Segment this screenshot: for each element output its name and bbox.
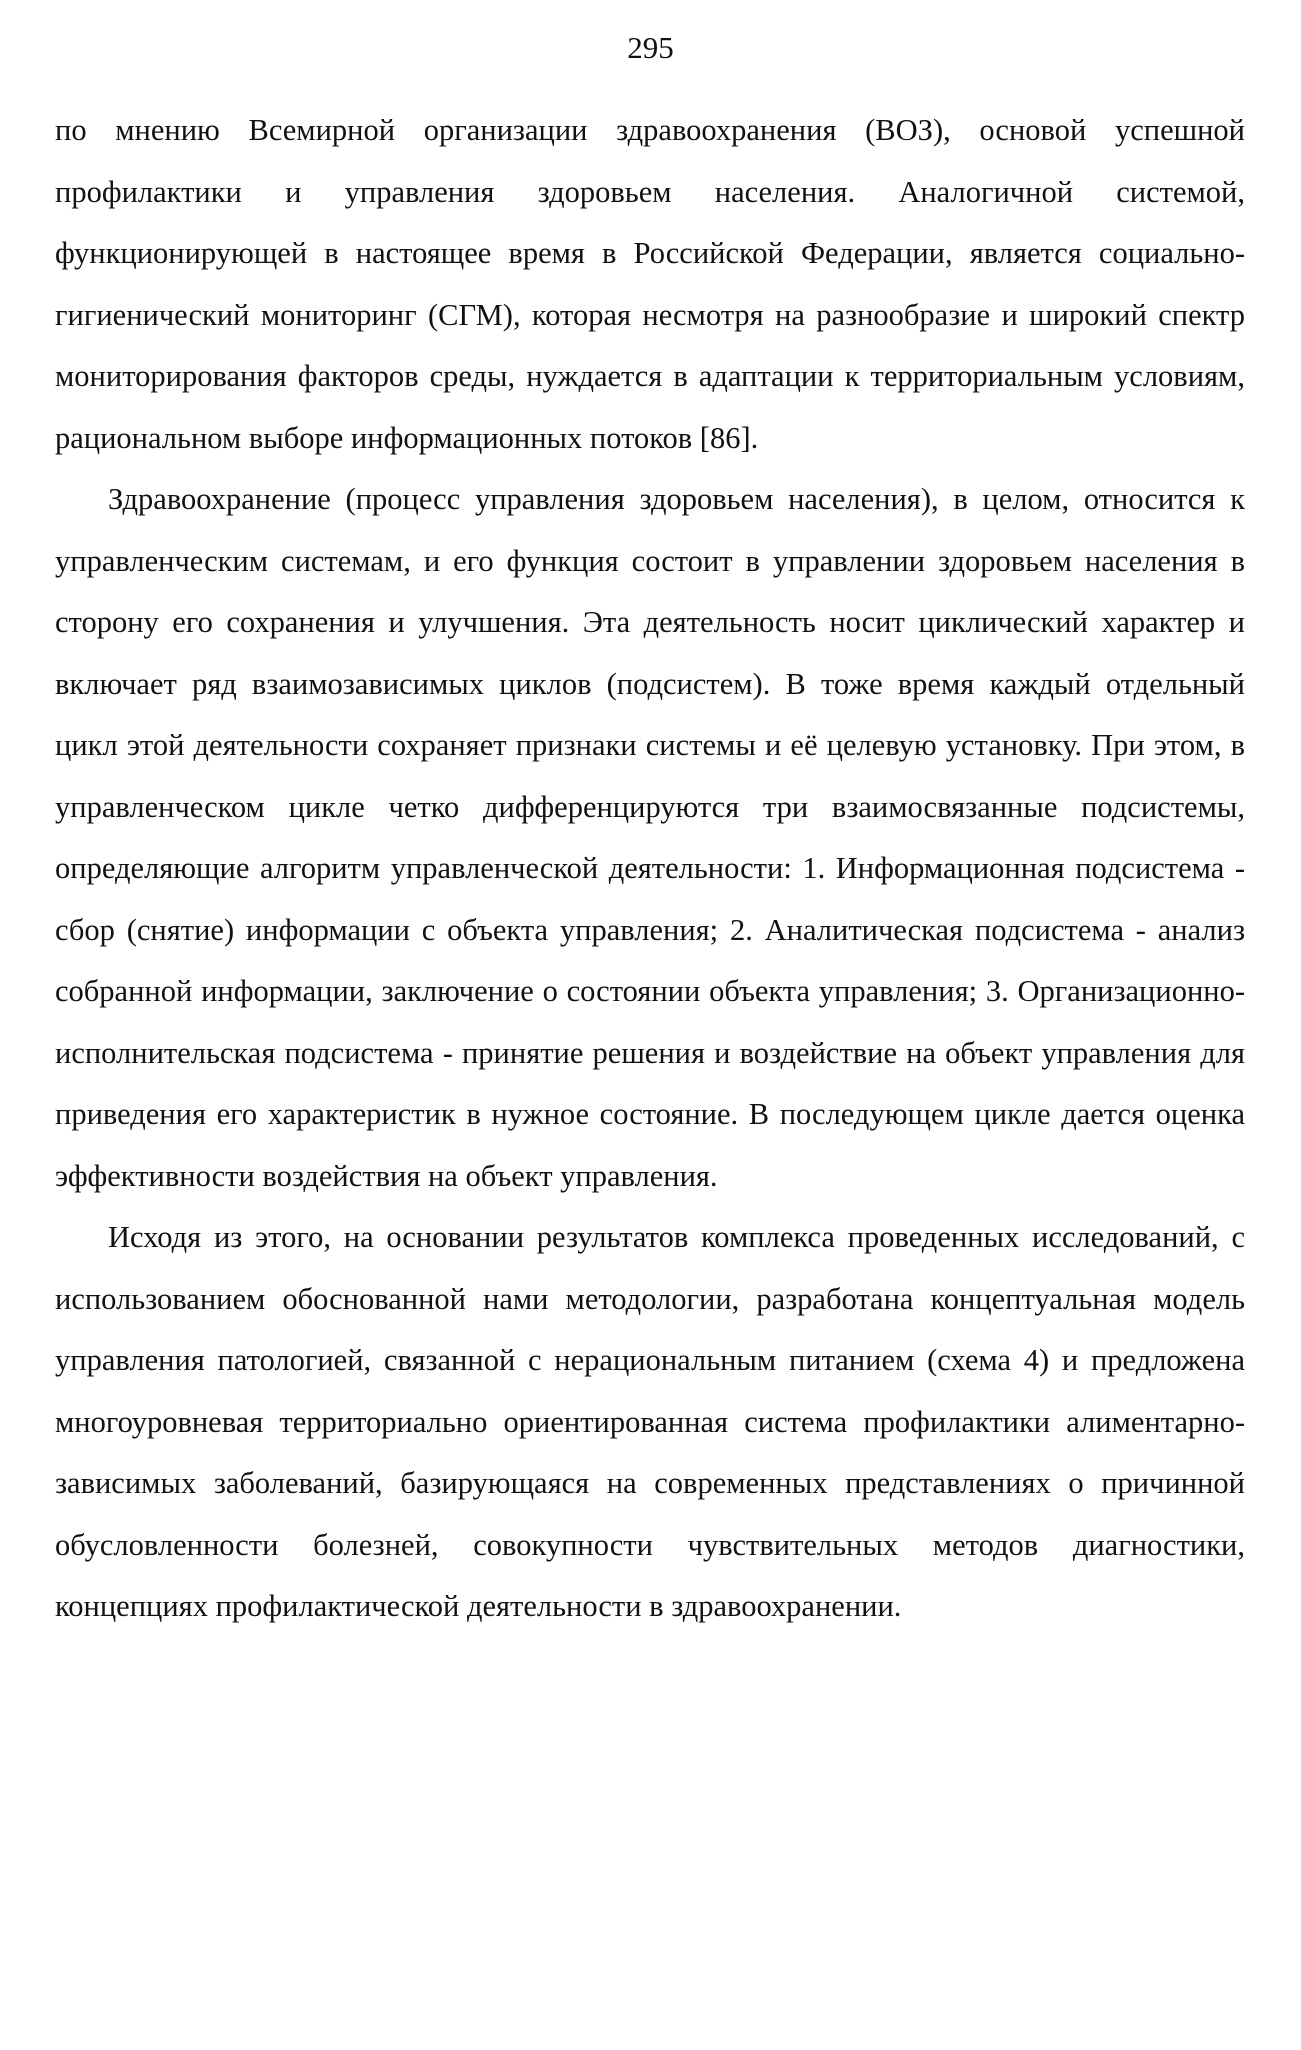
paragraph-healthcare-management: Здравоохранение (процесс управления здоровьем населения), в целом, относится к управленческим системам, и его функция состоит в управлении здоровьем населения в сторону его сохранения и улучшения. Эта деятельность носит циклический характер и включает ряд взаимозависимых циклов (подсистем). В тоже время каждый отдельный цикл этой деятельности сохраняет признаки системы и её целевую установку. При этом, в управленческом цикле четко дифференцируются три взаимосвязанные подсистемы, определяющие алгоритм управленческой деятельности: 1. Информационная подсистема - сбор (снятие) информации с объекта управления; 2. Аналитическая подсистема - анализ собранной информации, заключение о состоянии объекта управления; 3. Организационно-исполнительская подсистема - принятие решения и воздействие на объект управления для приведения его характеристик в нужное состояние. В последующем цикле дается оценка эффективности воздействия на объект управления. — [55, 482, 1245, 1193]
page-number: 295 — [627, 30, 674, 65]
body-text — [55, 100, 1245, 1638]
paragraph-conceptual-model: Исходя из этого, на основании результатов комплекса проведенных исследований, с использованием обоснованной нами методологии, разработана концептуальная модель управления патологией, связанной с нерациональным питанием (схема 4) и предложена многоуровневая территориально ориентированная система профилактики алиментарно-зависимых заболеваний, базирующаяся на современных представлениях о причинной обусловленности болезней, совокупности чувствительных методов диагностики, концепциях профилактической деятельности в здравоохранении. — [55, 1220, 1245, 1623]
paragraph-continuation: по мнению Всемирной организации здравоохранения (ВОЗ), основой успешной профилактики и управления здоровьем населения. Аналогичной системой, функционирующей в настоящее время в Российской Федерации, является социально-гигиенический мониторинг (СГМ), которая несмотря на разнообразие и широкий спектр мониторирования факторов среды, нуждается в адаптации к территориальным условиям, рациональном выборе информационных потоков [86]. — [55, 113, 1245, 455]
